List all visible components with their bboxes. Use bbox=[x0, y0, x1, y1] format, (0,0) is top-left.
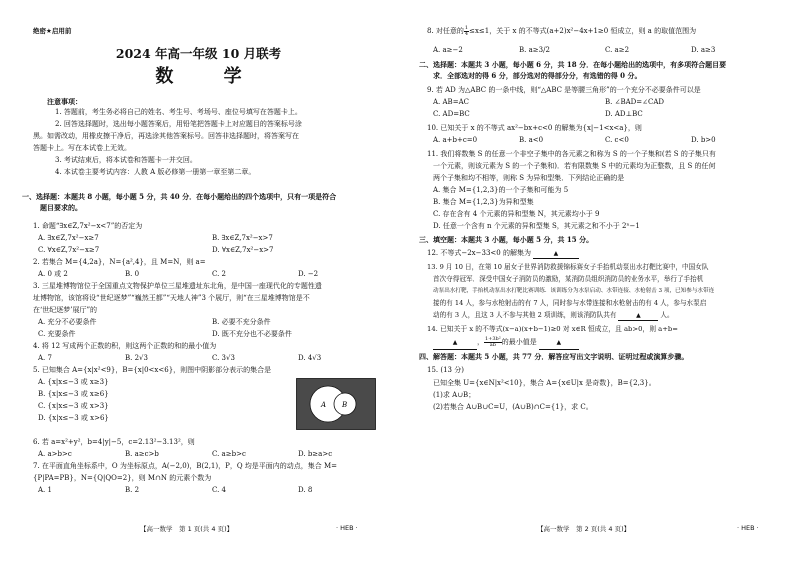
question-3-stem: 在‘世纪逐梦’展厅”的 bbox=[33, 306, 98, 314]
question-4-option-b: B. 2√3 bbox=[125, 354, 148, 362]
question-7-option-a: A. 1 bbox=[38, 486, 52, 494]
page-footer: 【高一数学 第 2 页(共 4 页)】 bbox=[537, 525, 631, 533]
confidential-tag: 绝密★启用前 bbox=[33, 27, 72, 35]
question-15-part-1: (1)求 A∪B； bbox=[433, 391, 476, 399]
question-13-stem: 动泵出水打靶，手抬机动泵出水打靶比赛训练．该训练分为水泵启动、水带连接、水枪射击 3 项，已知参与水带连 bbox=[433, 288, 715, 294]
question-2-stem: 2. 若集合 M={4,2a}，N={a²,4}，且 M=N，则 a= bbox=[33, 258, 206, 266]
question-13-stem: 13. 9 月 10 日，在第 10 届女子世界消防救援锦标赛女子手抬机动泵出水打靶比赛中，中国女队 bbox=[427, 263, 709, 271]
question-9-stem: 9. 若 AD 为△ABC 的一条中线，则“△ABC 是等腰三角形”的一个充分不必要条件可以是 bbox=[427, 86, 701, 94]
section-4-heading: 四、解答题：本题共 5 小题，共 77 分．解答应写出文字说明、证明过程或演算步骤。 bbox=[419, 352, 689, 361]
fraction-denominator: 4 bbox=[464, 30, 469, 37]
question-13-text: 动的有 3 人，且这 3 人不参与其他 2 项训练，则该消防队共有 bbox=[433, 311, 617, 319]
question-11-option-c: C. 存在含有 4 个元素的异和型集 N，其元素均小于 9 bbox=[433, 210, 600, 218]
question-5-option-b: B. {x|x≤−3 或 x≥6} bbox=[38, 390, 109, 398]
question-12-text: 12. 不等式−2x−33<0 的解集为 bbox=[427, 249, 531, 257]
question-2-option-c: C. 2 bbox=[212, 270, 227, 278]
question-4-option-a: A. 7 bbox=[38, 354, 52, 362]
answer-blank[interactable]: ▲ bbox=[533, 249, 579, 259]
question-1-stem: 1. 命题“∃x∈Z,7x²−x<7”的否定为 bbox=[33, 222, 143, 230]
question-6-option-b: B. a≥c>b bbox=[125, 450, 159, 458]
question-9-option-c: C. AD=BC bbox=[433, 110, 470, 118]
question-2-option-a: A. 0 或 2 bbox=[38, 270, 68, 278]
question-10-option-c: C. c<0 bbox=[605, 136, 629, 144]
venn-label-a: A bbox=[321, 401, 327, 409]
question-14-separator: ， bbox=[477, 338, 484, 346]
question-13-stem: 首次夺得冠军．深受中国女子消防员的激励，某消防员组织消防员的业务水平，举行了手抬机 bbox=[433, 275, 704, 283]
section-1-heading: 一、选择题：本题共 8 小题，每小题 5 分，共 40 分．在每小题给出的四个选项中，只有一项是符合 bbox=[22, 192, 337, 201]
section-1-heading: 题目要求的。 bbox=[40, 203, 82, 212]
question-11-stem: 11. 我们将数集 S 的任意一个非空子集中的各元素之和称为 S 的一个子集和(若 S 的子集只有 bbox=[427, 150, 716, 158]
question-14-stem: 14. 已知关于 x 的不等式(x−a)(x+b−1)≥0 对 x∈R 恒成立，且 ab>0，则 a+b= bbox=[427, 325, 678, 333]
question-12-stem bbox=[427, 249, 579, 259]
note-line: 黑。如需改动，用橡皮擦干净后，再选涂其他答案标号。回答非选择题时，将答案写在 bbox=[33, 132, 299, 140]
footer-code: · HEB · bbox=[737, 524, 759, 532]
question-11-option-a: A. 集合 M={1,2,3}的一个子集和可能为 5 bbox=[433, 186, 569, 194]
question-3-option-a: A. 充分不必要条件 bbox=[38, 318, 97, 326]
question-10-option-d: D. b>0 bbox=[691, 136, 716, 144]
fraction-numerator: 1+3b² bbox=[485, 335, 501, 342]
question-8-option-a: A. a≥−2 bbox=[433, 46, 463, 54]
question-2-option-d: D. −2 bbox=[298, 270, 319, 278]
question-2-option-b: B. 0 bbox=[125, 270, 140, 278]
question-6-option-d: D. b≥a>c bbox=[298, 450, 333, 458]
note-line: 1. 答题前，考生务必将自己的姓名、考生号、考场号、座位号填写在答题卡上。 bbox=[55, 108, 302, 116]
question-13-stem: 接的有 14 人，参与水枪射击的有 7 人，同时参与水带连接和水枪射击的有 4 人，参与水泵启 bbox=[433, 299, 707, 307]
question-15-part-2: (2)若集合 A∪B∪C=U，(A∪B)∩C={1}，求 C。 bbox=[433, 403, 593, 411]
note-line: 答题卡上。写在本试卷上无效。 bbox=[33, 144, 131, 152]
question-10-option-b: B. a<0 bbox=[519, 136, 544, 144]
question-13-tail: 人。 bbox=[660, 311, 674, 319]
question-6-stem: 6. 若 a=x²+y²，b=4|y|−5，c=2.13²−3.13²，则 bbox=[33, 438, 195, 446]
question-3-stem: 3. 三星堆博物馆位于全国重点文物保护单位三星堆遗址东北角，是中国一座现代化的专题性遗 bbox=[33, 282, 322, 290]
question-7-option-b: B. 2 bbox=[125, 486, 140, 494]
question-3-option-c: C. 充要条件 bbox=[38, 330, 76, 338]
question-8-stem-pre: 8. 对任意的 bbox=[427, 27, 464, 35]
question-7-option-c: C. 4 bbox=[212, 486, 227, 494]
question-5-stem: 5. 已知集合 A={x|x²<9}，B={x|0<x<6}，则图中阴影部分表示的集合是 bbox=[33, 366, 272, 374]
question-8-option-c: C. a≥2 bbox=[605, 46, 630, 54]
question-9-option-d: D. AD⊥BC bbox=[605, 110, 643, 118]
question-11-option-d: D. 任意一个含有 n 个元素的异和型集 S，其元素之和不小于 2ⁿ−1 bbox=[433, 222, 640, 230]
fraction bbox=[484, 337, 502, 348]
question-7-option-d: D. 8 bbox=[298, 486, 313, 494]
question-4-option-d: D. 4√3 bbox=[298, 354, 322, 362]
question-7-stem: 7. 在平面直角坐标系中，O 为坐标原点，A(−2,0)，B(2,1)，P，Q 均是平面内的动点，集合 M= bbox=[33, 462, 338, 470]
question-5-option-c: C. {x|x≤−3 或 x>3} bbox=[38, 402, 109, 410]
question-9-option-b: B. ∠BAD=∠CAD bbox=[605, 98, 665, 106]
question-3-option-b: B. 必要不充分条件 bbox=[212, 318, 271, 326]
answer-blank[interactable]: ▲ bbox=[618, 311, 658, 321]
question-8-option-b: B. a≥3/2 bbox=[519, 46, 550, 54]
section-2-heading: 求．全部选对的得 6 分，部分选对的得部分分，有选错的得 0 分。 bbox=[433, 71, 642, 80]
question-14-line-2 bbox=[433, 336, 579, 350]
note-line: 2. 回答选择题时，选出每小题答案后，用铅笔把答题卡上对应题目的答案标号涂 bbox=[55, 120, 302, 128]
notes-heading: 注意事项： bbox=[47, 97, 82, 106]
section-2-heading: 二、选择题：本题共 3 小题，每小题 6 分，共 18 分．在每小题给出的选项中，有多项符合题目要 bbox=[419, 60, 727, 69]
question-5-option-a: A. {x|x≤−3 或 x≥3} bbox=[38, 378, 109, 386]
section-3-heading: 三、填空题：本题共 3 小题，每小题 5 分，共 15 分。 bbox=[419, 235, 594, 244]
fraction-denominator: ab bbox=[489, 341, 496, 348]
question-8-option-d: D. a≥3 bbox=[691, 46, 716, 54]
answer-blank[interactable]: ▲ bbox=[539, 337, 579, 350]
question-10-option-a: A. a+b+c=0 bbox=[433, 136, 478, 144]
question-6-option-c: C. a≥b>c bbox=[212, 450, 246, 458]
question-1-option-d: D. ∀x∈Z,7x²−x>7 bbox=[212, 246, 274, 254]
note-line: 3. 考试结束后，将本试卷和答题卡一并交回。 bbox=[55, 156, 197, 164]
question-11-stem: 两个子集和均不相等，则称 S 为异和型集．下列结论正确的是 bbox=[433, 174, 625, 182]
note-line: 4. 本试卷主要考试内容：人教 A 版必修第一册第一章至第二章。 bbox=[55, 168, 256, 176]
question-8-stem-post: ≤x≤1，关于 x 的不等式(a+2)x²−4x+1≥0 恒成立，则 a 的取值范围为 bbox=[469, 27, 697, 35]
question-15-stem: 已知全集 U={x∈N|x²<10}，集合 A={x∈U|x 是奇数}，B={2,3}。 bbox=[433, 379, 656, 387]
question-4-stem: 4. 将 12 写成两个正数的积，则这两个正数的和的最小值为 bbox=[33, 342, 217, 350]
venn-diagram bbox=[296, 378, 376, 430]
question-10-stem: 10. 已知关于 x 的不等式 ax²−bx+c<0 的解集为{x|−1<x<a}，则 bbox=[427, 124, 642, 132]
question-11-stem: 一个元素，则该元素为 S 的一个子集和)．若有限数集 S 中的元素均为正整数，且 S 的任何 bbox=[433, 162, 716, 170]
exam-subject: 数 学 bbox=[155, 66, 264, 87]
page-footer: 【高一数学 第 1 页(共 4 页)】 bbox=[140, 525, 234, 533]
question-9-option-a: A. AB=AC bbox=[433, 98, 469, 106]
question-6-option-a: A. a>b>c bbox=[38, 450, 72, 458]
question-11-option-b: B. 集合 M={1,2,3}为异和型集 bbox=[433, 198, 534, 206]
question-4-option-c: C. 3√3 bbox=[212, 354, 235, 362]
question-1-option-a: A. ∃x∈Z,7x²−x≥7 bbox=[38, 234, 99, 242]
question-3-stem: 址博物馆，该馆将设“世纪逐梦”“巍然王都”“天地人神”3 个展厅，则“在三星堆博物馆是不 bbox=[33, 294, 310, 302]
exam-page-2 bbox=[397, 0, 794, 561]
question-13-stem bbox=[433, 311, 674, 321]
fraction-numerator: 1 bbox=[464, 24, 469, 31]
question-8-stem bbox=[427, 25, 696, 37]
exam-title: 2024 年高一年级 10 月联考 bbox=[115, 46, 282, 61]
question-14-tail: 的最小值是 bbox=[501, 338, 537, 346]
question-1-option-c: C. ∀x∈Z,7x²−x≥7 bbox=[38, 246, 100, 254]
question-5-option-d: D. {x|x≤−3 或 x>6} bbox=[38, 414, 109, 422]
question-1-option-b: B. ∃x∈Z,7x²−x>7 bbox=[212, 234, 273, 242]
question-3-option-d: D. 既不充分也不必要条件 bbox=[212, 330, 292, 338]
question-15-score: 15. (13 分) bbox=[427, 366, 464, 374]
question-7-stem: {P|PA=PB}，N={Q|QO=2}，则 M∩N 的元素个数为 bbox=[33, 474, 212, 482]
venn-label-b: B bbox=[342, 401, 348, 409]
answer-blank[interactable]: ▲ bbox=[433, 337, 477, 350]
footer-code: · HEB · bbox=[336, 524, 358, 532]
